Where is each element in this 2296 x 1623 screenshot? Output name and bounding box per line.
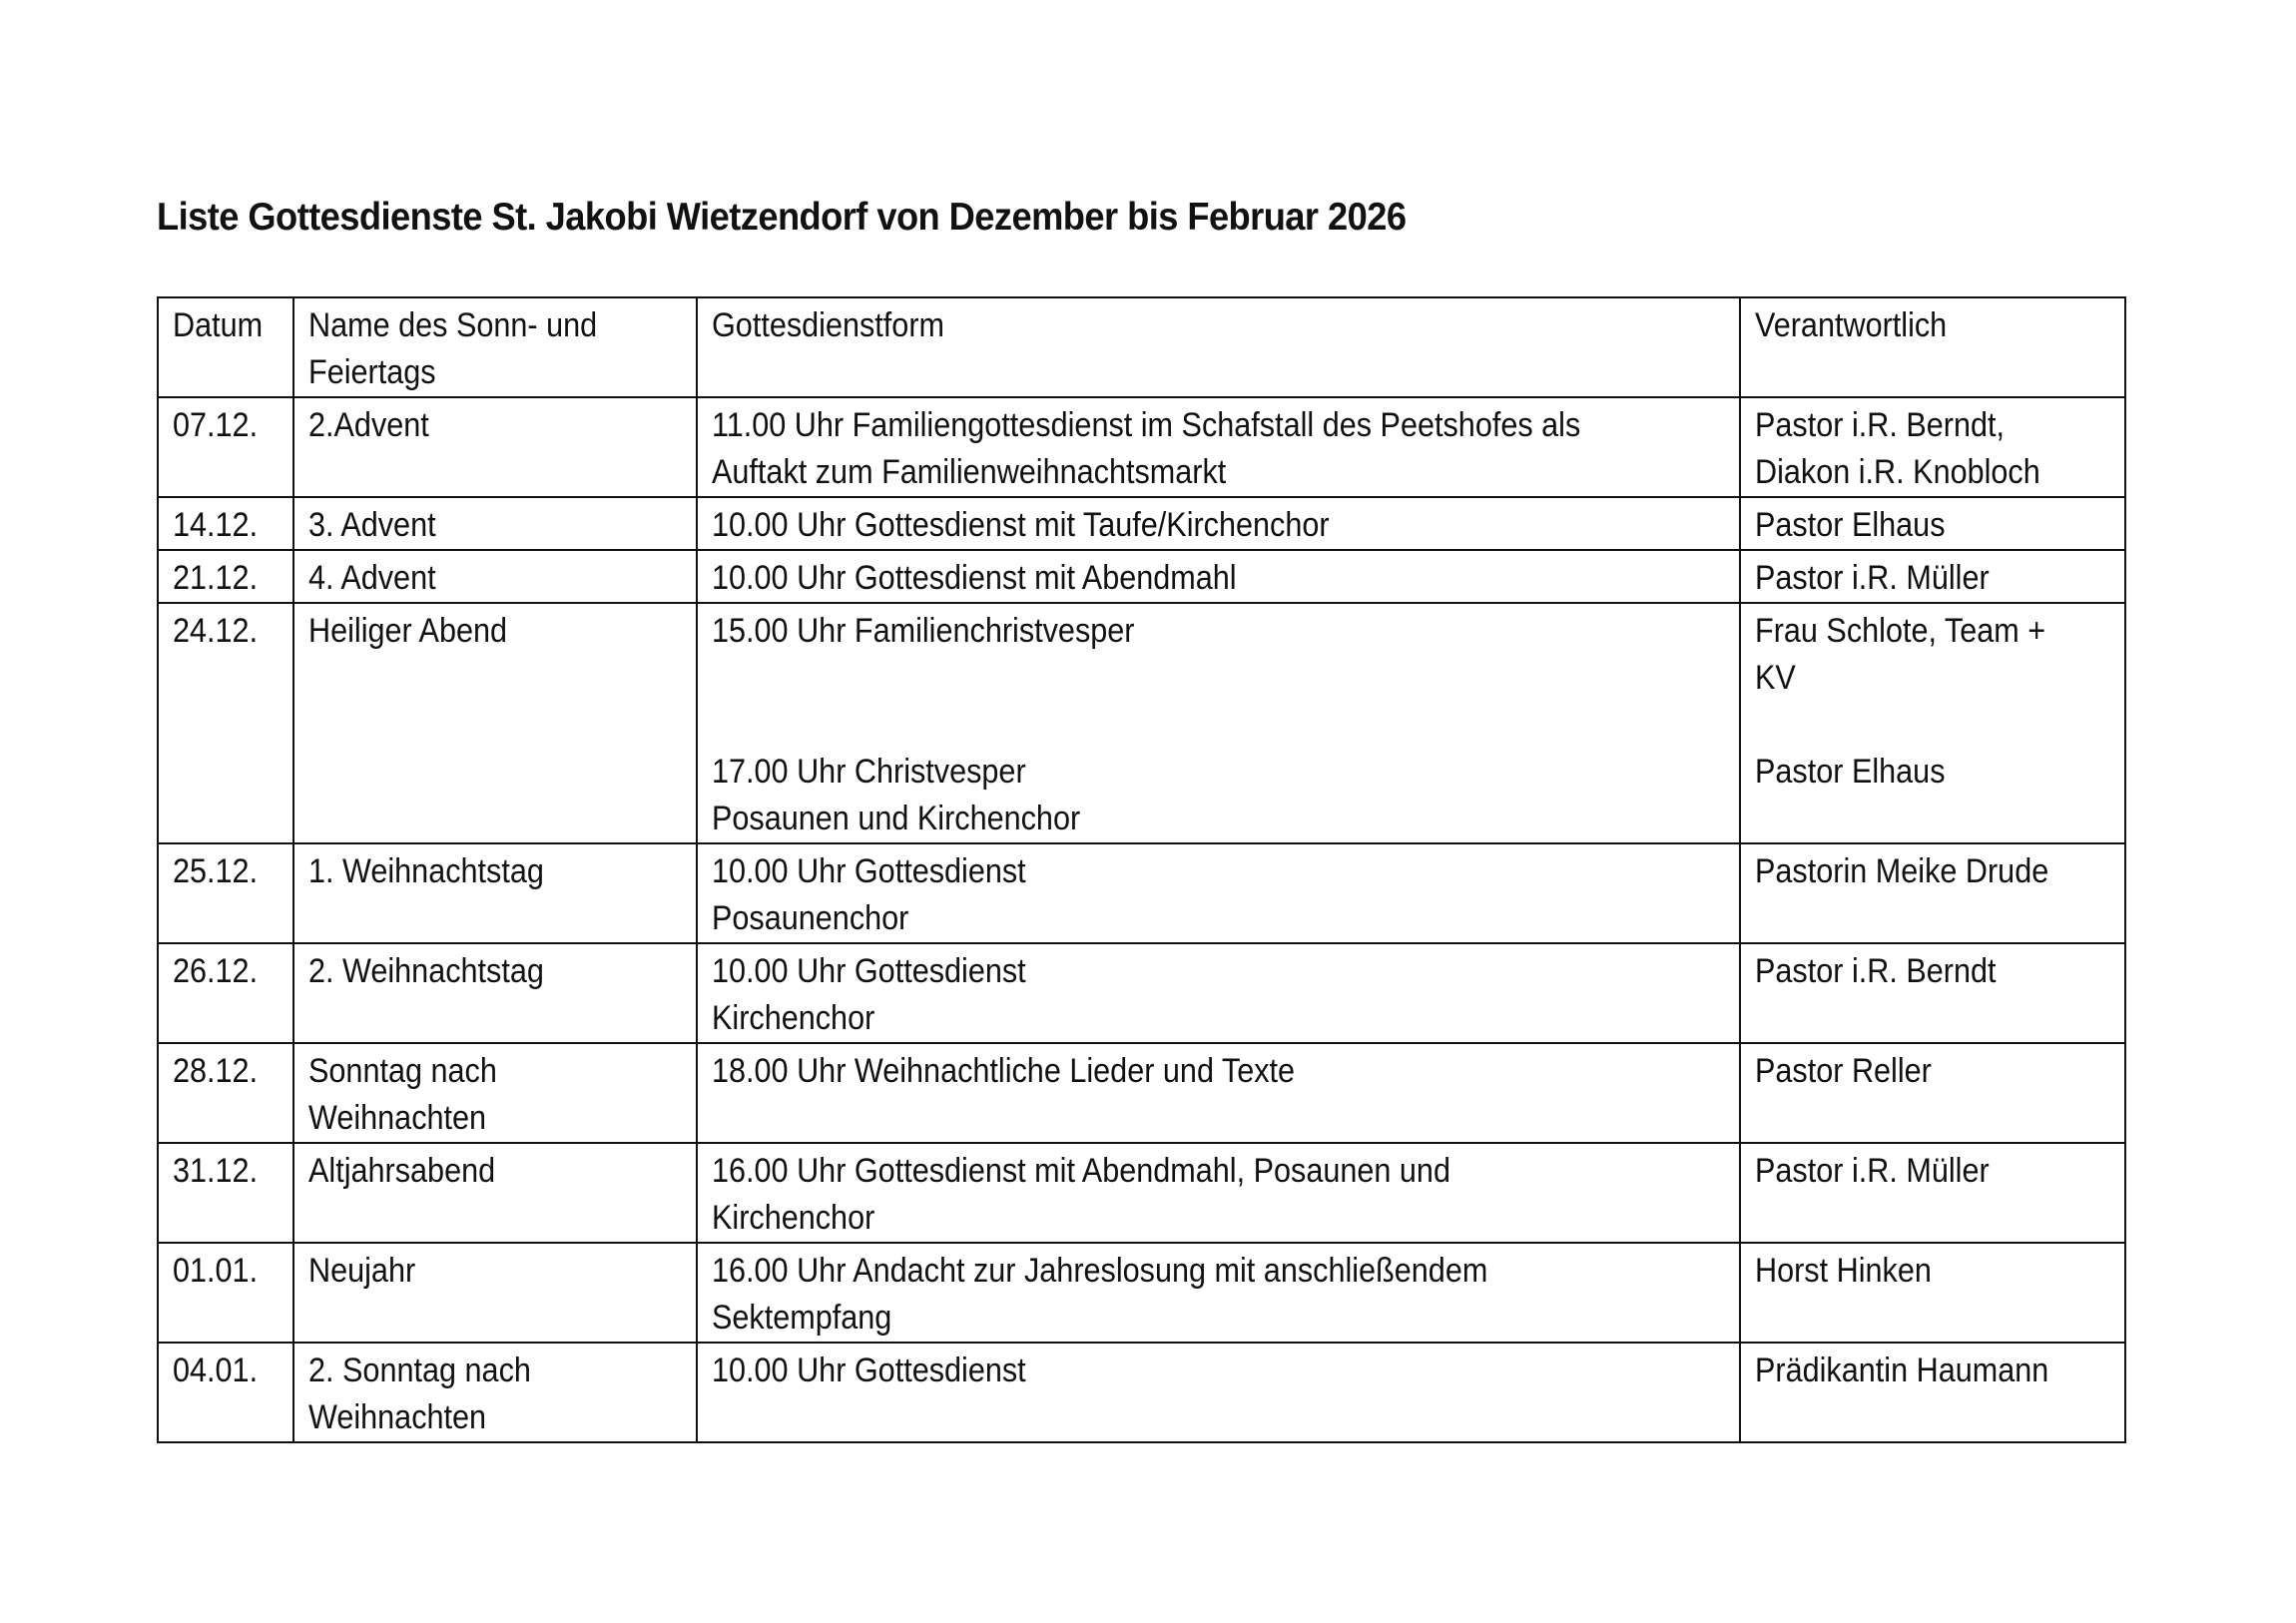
cell-verantwortlich-line: Prädikantin Haumann bbox=[1755, 1352, 2049, 1389]
cell-name-line: 4. Advent bbox=[308, 559, 436, 597]
cell-name-line: Weihnachten bbox=[308, 1099, 487, 1137]
cell-datum-line: 01.01. bbox=[173, 1252, 259, 1290]
cell-verantwortlich bbox=[1740, 397, 2125, 497]
cell-form-line bbox=[712, 702, 1624, 749]
cell-form bbox=[697, 603, 1740, 843]
cell-name bbox=[293, 1043, 697, 1143]
cell-form-line: 10.00 Uhr Gottesdienst bbox=[712, 852, 1026, 890]
cell-form bbox=[697, 1243, 1740, 1343]
cell-datum bbox=[158, 1143, 293, 1243]
cell-verantwortlich bbox=[1740, 1043, 2125, 1143]
cell-form bbox=[697, 1143, 1740, 1243]
cell-name bbox=[293, 1343, 697, 1442]
cell-name-line: Altjahrsabend bbox=[308, 1152, 496, 1190]
cell-verantwortlich-line: Horst Hinken bbox=[1755, 1252, 1932, 1290]
cell-name bbox=[293, 550, 697, 603]
cell-form-line: Kirchenchor bbox=[712, 1199, 875, 1237]
cell-verantwortlich-line: Diakon i.R. Knobloch bbox=[1755, 453, 2040, 491]
cell-form bbox=[697, 397, 1740, 497]
cell-form bbox=[697, 497, 1740, 550]
cell-form-line: 10.00 Uhr Gottesdienst mit Taufe/Kirchenchor bbox=[712, 506, 1330, 544]
cell-datum bbox=[158, 943, 293, 1043]
cell-datum bbox=[158, 1043, 293, 1143]
cell-datum-line: 31.12. bbox=[173, 1152, 259, 1190]
cell-verantwortlich-line: Pastor i.R. Müller bbox=[1755, 1152, 1990, 1190]
table-row bbox=[158, 843, 2125, 943]
table-row bbox=[158, 1143, 2125, 1243]
table-row bbox=[158, 1243, 2125, 1343]
cell-datum-line: 26.12. bbox=[173, 952, 259, 990]
table-row bbox=[158, 497, 2125, 550]
cell-name-line: 1. Weihnachtstag bbox=[308, 852, 544, 890]
cell-verantwortlich-line: Pastor Elhaus bbox=[1755, 753, 1946, 791]
cell-verantwortlich-line: Frau Schlote, Team + bbox=[1755, 612, 2046, 650]
header-verantwortlich: Verantwortlich bbox=[1740, 297, 2125, 397]
cell-datum-line: 14.12. bbox=[173, 506, 259, 544]
cell-name bbox=[293, 1143, 697, 1243]
cell-datum bbox=[158, 843, 293, 943]
cell-datum-line: 07.12. bbox=[173, 406, 259, 444]
cell-name-line: Heiliger Abend bbox=[308, 612, 508, 650]
cell-verantwortlich-line: Pastorin Meike Drude bbox=[1755, 852, 2049, 890]
cell-form-line: Posaunenchor bbox=[712, 899, 909, 937]
cell-datum-line: 04.01. bbox=[173, 1352, 259, 1389]
cell-datum bbox=[158, 603, 293, 843]
cell-form-line: Kirchenchor bbox=[712, 999, 875, 1037]
cell-form bbox=[697, 843, 1740, 943]
cell-name-line: Sonntag nach bbox=[308, 1052, 497, 1090]
cell-verantwortlich bbox=[1740, 843, 2125, 943]
table-header-row bbox=[158, 297, 2125, 397]
cell-verantwortlich-line: Pastor Elhaus bbox=[1755, 506, 1946, 544]
cell-name bbox=[293, 497, 697, 550]
cell-verantwortlich-line: Pastor i.R. Müller bbox=[1755, 559, 1990, 597]
cell-datum bbox=[158, 1343, 293, 1442]
cell-name bbox=[293, 397, 697, 497]
cell-verantwortlich-line bbox=[1755, 702, 2074, 749]
cell-form-line: Posaunen und Kirchenchor bbox=[712, 800, 1081, 837]
cell-form-line: 16.00 Uhr Andacht zur Jahreslosung mit anschließendem bbox=[712, 1252, 1488, 1290]
table-row bbox=[158, 603, 2125, 843]
cell-datum-line: 28.12. bbox=[173, 1052, 259, 1090]
cell-datum bbox=[158, 1243, 293, 1343]
cell-datum-line: 21.12. bbox=[173, 559, 259, 597]
table-row bbox=[158, 1043, 2125, 1143]
cell-name bbox=[293, 843, 697, 943]
cell-datum bbox=[158, 550, 293, 603]
cell-form-line: Auftakt zum Familienweihnachtsmarkt bbox=[712, 453, 1227, 491]
cell-form-line: 16.00 Uhr Gottesdienst mit Abendmahl, Posaunen und bbox=[712, 1152, 1450, 1190]
cell-form-line: 17.00 Uhr Christvesper bbox=[712, 753, 1026, 791]
cell-verantwortlich bbox=[1740, 1343, 2125, 1442]
cell-verantwortlich bbox=[1740, 943, 2125, 1043]
cell-datum-line: 24.12. bbox=[173, 612, 259, 650]
cell-verantwortlich bbox=[1740, 550, 2125, 603]
cell-name-line: Neujahr bbox=[308, 1252, 416, 1290]
table-row bbox=[158, 1343, 2125, 1442]
cell-form-line: 10.00 Uhr Gottesdienst bbox=[712, 952, 1026, 990]
table-row bbox=[158, 397, 2125, 497]
cell-form-line: 18.00 Uhr Weihnachtliche Lieder und Texte bbox=[712, 1052, 1296, 1090]
cell-verantwortlich bbox=[1740, 603, 2125, 843]
cell-name bbox=[293, 1243, 697, 1343]
cell-name bbox=[293, 943, 697, 1043]
cell-form bbox=[697, 1043, 1740, 1143]
cell-form bbox=[697, 1343, 1740, 1442]
cell-form-line: 10.00 Uhr Gottesdienst bbox=[712, 1352, 1026, 1389]
cell-verantwortlich-line: Pastor i.R. Berndt bbox=[1755, 952, 1997, 990]
cell-name-line: 2. Weihnachtstag bbox=[308, 952, 544, 990]
cell-form-line: 11.00 Uhr Familiengottesdienst im Schafstall des Peetshofes als bbox=[712, 406, 1581, 444]
document-title: Liste Gottesdienste St. Jakobi Wietzendorf von Dezember bis Februar 2026 bbox=[157, 196, 1407, 239]
cell-datum bbox=[158, 497, 293, 550]
cell-verantwortlich-line: Pastor Reller bbox=[1755, 1052, 1932, 1090]
table-row bbox=[158, 550, 2125, 603]
cell-name-line: 2.Advent bbox=[308, 406, 429, 444]
cell-form-line: 15.00 Uhr Familienchristvesper bbox=[712, 612, 1135, 650]
cell-verantwortlich bbox=[1740, 1243, 2125, 1343]
cell-verantwortlich bbox=[1740, 497, 2125, 550]
cell-name-line: 2. Sonntag nach bbox=[308, 1352, 531, 1389]
cell-form-line: 10.00 Uhr Gottesdienst mit Abendmahl bbox=[712, 559, 1237, 597]
cell-name-line: Weihnachten bbox=[308, 1398, 487, 1436]
cell-verantwortlich-line: Pastor i.R. Berndt, bbox=[1755, 406, 2006, 444]
table-row bbox=[158, 943, 2125, 1043]
cell-verantwortlich bbox=[1740, 1143, 2125, 1243]
header-name: Name des Sonn- und Feiertags bbox=[293, 297, 697, 397]
cell-form-line: Sektempfang bbox=[712, 1299, 892, 1337]
cell-form bbox=[697, 943, 1740, 1043]
cell-name bbox=[293, 603, 697, 843]
cell-form-line bbox=[712, 655, 1624, 702]
cell-name-line: 3. Advent bbox=[308, 506, 436, 544]
header-datum: Datum bbox=[158, 297, 293, 397]
services-table bbox=[157, 296, 2126, 1443]
cell-form bbox=[697, 550, 1740, 603]
cell-verantwortlich-line: KV bbox=[1755, 659, 1796, 697]
cell-datum bbox=[158, 397, 293, 497]
header-form: Gottesdienstform bbox=[697, 297, 1740, 397]
cell-datum-line: 25.12. bbox=[173, 852, 259, 890]
